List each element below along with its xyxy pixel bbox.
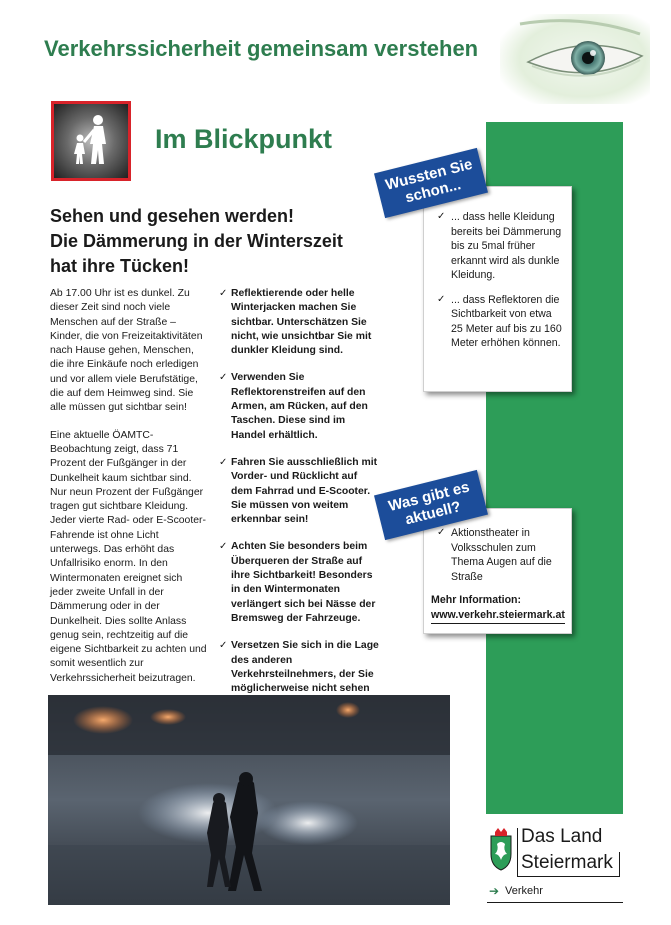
current-list <box>437 526 565 594</box>
steiermark-crest-icon <box>487 828 515 872</box>
checkmark-icon: ✓ <box>437 293 446 305</box>
tip-text: Verwenden Sie Reflektorenstreifen auf den Armen, am Rücken, auf den Taschen. Diese sind im Handel erhältlich. <box>231 372 368 441</box>
tips-list <box>219 287 379 738</box>
tip-text: Versetzen Sie sich in die Lage des anderen Verkehrsteilnehmers, der Sie möglicherweise nicht sehen <box>231 640 379 695</box>
tip-text: Fahren Sie ausschließlich mit Vorder- und Rücklicht auf dem Fahrrad und E-Scooter. Sie müssen von weitem erkennbar sein! <box>231 456 378 526</box>
more-info-link[interactable]: www.verkehr.steiermark.at <box>431 609 565 624</box>
list-item <box>219 456 379 527</box>
night-street-photo <box>48 695 450 905</box>
section-title: Im Blickpunkt <box>155 124 333 154</box>
badge-did-you-know: Wussten Sie schon... <box>374 148 488 218</box>
tip-text: Achten Sie besonders beim Überqueren der Straße auf ihre Sichtbarkeit! Besonders in den Wintermonaten verlängert sich bei Nässe der Bremsweg der Fahrzeuge. <box>231 541 376 624</box>
checkmark-icon: ✓ <box>219 541 228 553</box>
tip-text: Reflektierende oder helle Winterjacken machen Sie sichtbar. Unterschätzen Sie nicht, wie unsichtbar Sie mit dunkler Kleidung sind. <box>231 288 372 357</box>
department-label: Verkehr <box>505 885 543 897</box>
list-item <box>219 540 379 626</box>
pedestrian-pictogram-icon <box>51 101 131 181</box>
fact-text: ... dass Reflektoren die Sichtbarkeit von etwa 25 Meter auf bis zu 160 Meter erhöhen können. <box>451 293 562 349</box>
logo-line1: Das Land <box>521 826 603 847</box>
checkmark-icon: ✓ <box>437 211 446 222</box>
more-info-label: Mehr Information: <box>431 594 522 606</box>
did-you-know-list <box>437 210 565 361</box>
logo-divider <box>487 902 623 903</box>
body-paragraph: Ab 17.00 Uhr ist es dunkel. Zu dieser Zeit sind noch viele Menschen auf der Straße – Kinder, die von Freizeitaktivitäten nach Hause gehen, Menschen, die ihre Einkäufe noch erledigen und vor allem viele Berufstätige, die auf dem Heimweg sind. Sie alle müssen gut sichtbar sein! <box>50 288 203 414</box>
list-item <box>219 287 379 358</box>
logo-frame <box>517 828 518 876</box>
list-item <box>437 210 565 283</box>
list-item <box>219 371 379 442</box>
list-item <box>437 293 565 351</box>
logo-frame <box>517 876 620 877</box>
headline-line: hat ihre Tücken! <box>50 256 190 276</box>
current-text: Aktionstheater in Volksschulen zum Thema Augen auf die Straße <box>451 527 552 583</box>
headline-line: Die Dämmerung in der Winterszeit <box>50 231 343 251</box>
arrow-right-icon: ➔ <box>489 884 500 898</box>
logo-line2: Steiermark <box>521 852 613 873</box>
logo-frame <box>619 852 620 877</box>
checkmark-icon: ✓ <box>219 372 228 384</box>
badge-current: Was gibt es aktuell? <box>374 470 488 540</box>
header-title: Verkehrssicherheit gemeinsam verstehen <box>44 36 479 61</box>
fact-text: ... dass helle Kleidung bereits bei Dämmerung bis zu 5mal früher erkannt wird als dunkle Kleidung. <box>451 211 562 281</box>
checkmark-icon: ✓ <box>437 527 446 538</box>
list-item <box>437 526 565 584</box>
eye-icon <box>500 14 650 104</box>
checkmark-icon: ✓ <box>219 288 228 299</box>
body-column <box>50 287 208 741</box>
headline-line: Sehen und gesehen werden! <box>50 206 295 226</box>
checkmark-icon: ✓ <box>219 456 228 468</box>
headline <box>50 204 410 279</box>
body-paragraph: Eine aktuelle ÖAMTC-Beobachtung zeigt, dass 71 Prozent der Fußgänger in der Dunkelheit kaum sichtbar sind. Nur neun Prozent der Fußgänger tragen gut sichtbare Kleidung. Jeder vierte Rad- oder E-Scooter-Fahrende ist ohne Licht unterwegs. Das erhöht das Unfallrisiko enorm. In den Wintermonaten ereignet sich jeder zweite Unfall in der Dämmerung oder in der Dunkelheit. Dies sollte Anlass genug sein, rechtzeitig auf die eigene Sichtbarkeit zu achten und somit wesentlich zur Verkehrssicherheit beizutragen. <box>50 429 207 684</box>
checkmark-icon: ✓ <box>219 640 228 652</box>
